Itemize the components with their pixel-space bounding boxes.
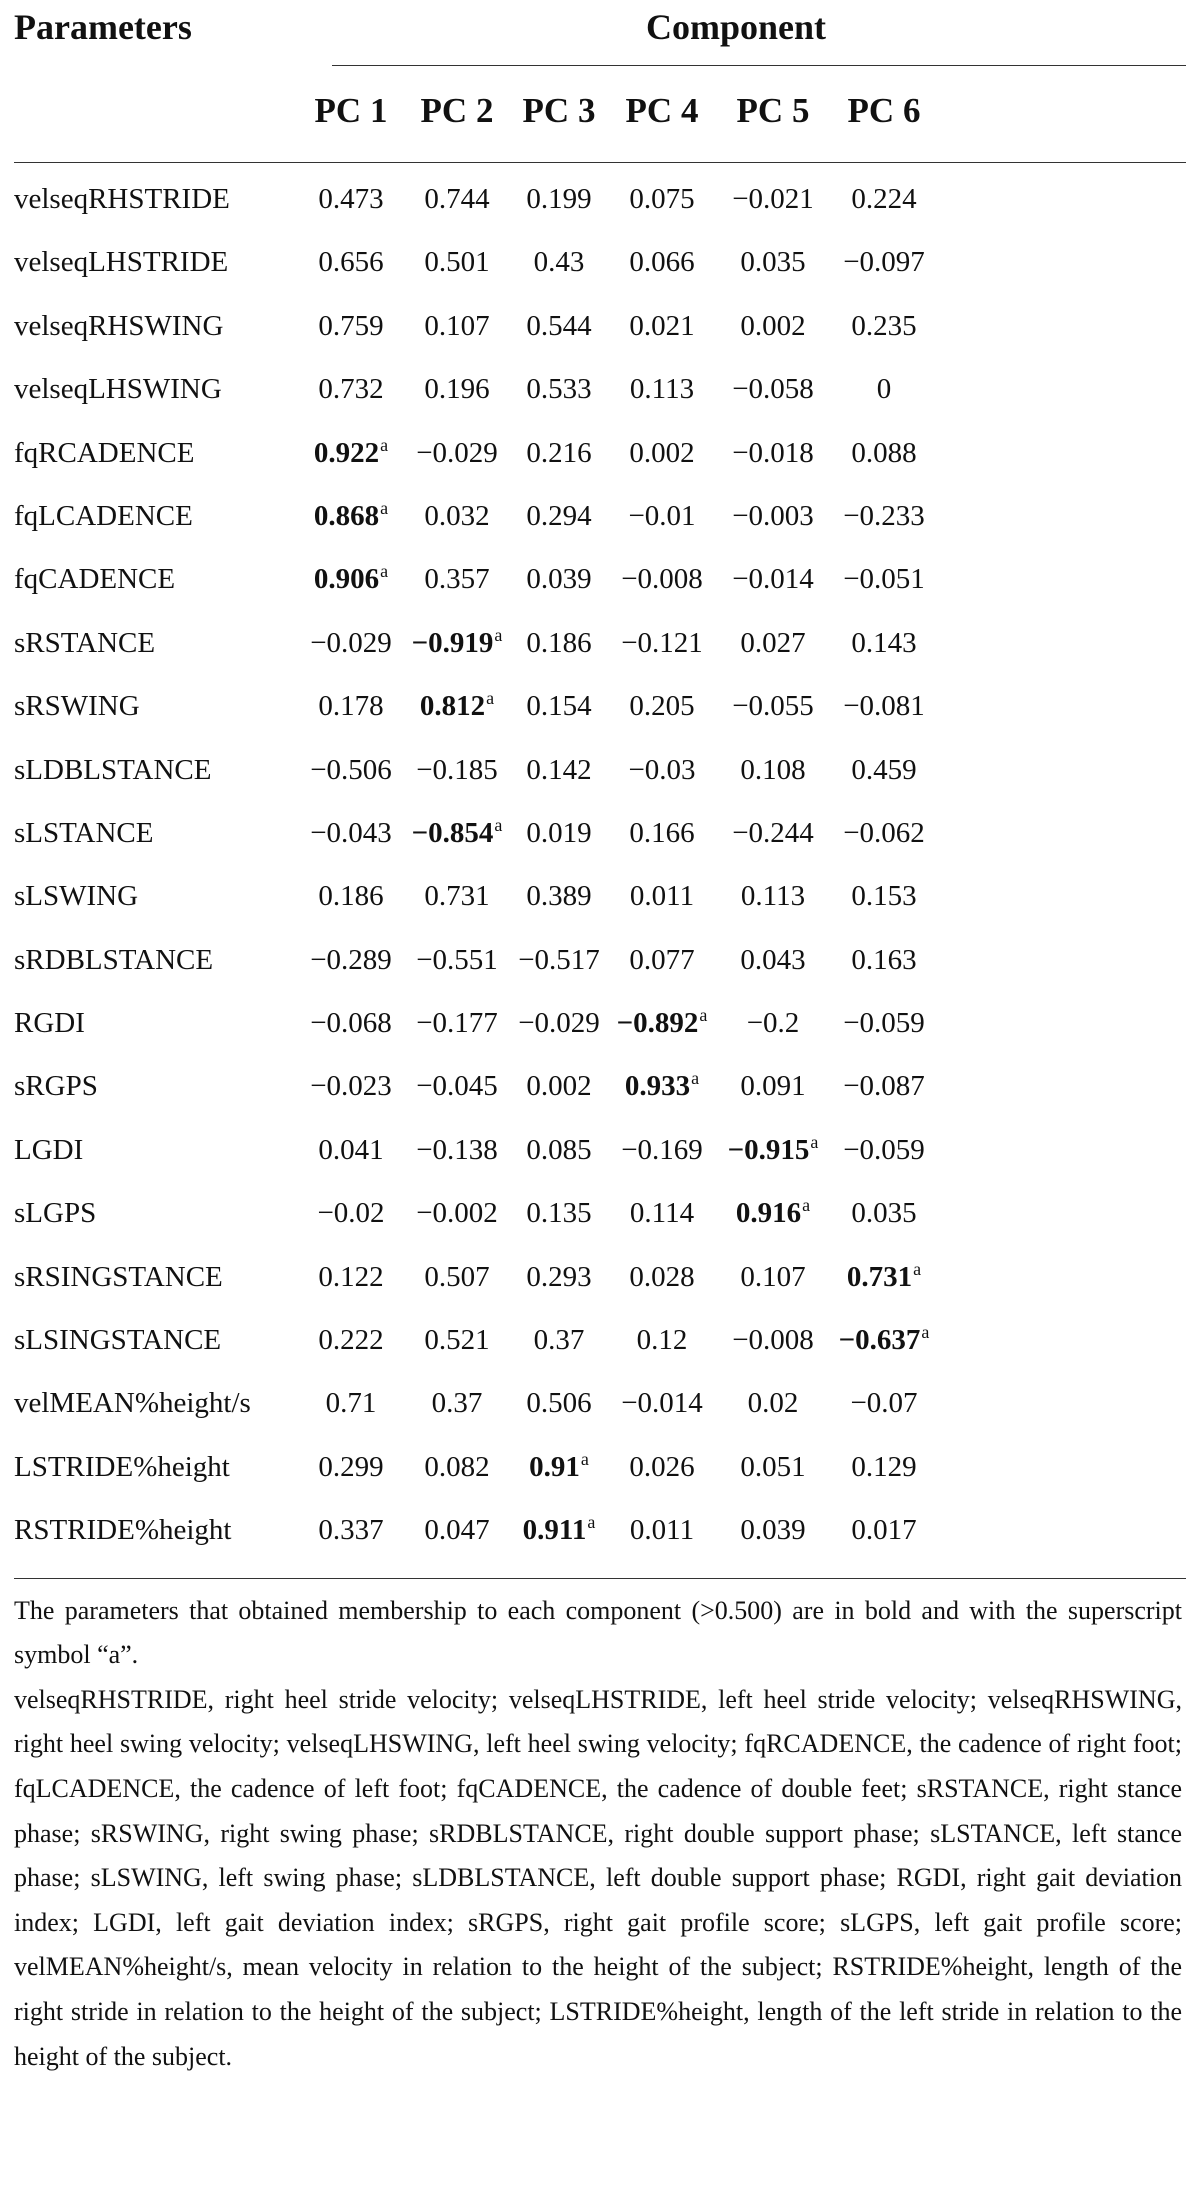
loading-value: −0.008 — [732, 1324, 814, 1357]
loading-value: 0.113 — [629, 373, 695, 406]
loading-value: 0.051 — [740, 1450, 806, 1483]
parameter-name: velseqLHSTRIDE — [14, 246, 229, 279]
loading-value: 0.533 — [526, 373, 592, 406]
table-row — [14, 676, 1186, 739]
parameter-name: RGDI — [14, 1007, 85, 1040]
parameter-name: LGDI — [14, 1133, 84, 1166]
loading-value: 0.759 — [318, 309, 384, 342]
table-row — [14, 423, 1186, 486]
loading-value: −0.2 — [746, 1007, 800, 1040]
loading-value: −0.051 — [843, 563, 925, 596]
loading-cell — [809, 1324, 959, 1357]
loading-value: 0.107 — [740, 1260, 806, 1293]
loading-value: 0.027 — [740, 626, 806, 659]
parameter-name: sLDBLSTANCE — [14, 753, 212, 786]
loading-value: 0.357 — [424, 563, 490, 596]
loading-value: −0.506 — [310, 753, 392, 786]
parameter-name: sLSTANCE — [14, 816, 154, 849]
pc-column-header: PC 4 — [625, 91, 699, 130]
loading-value: 0.041 — [318, 1133, 384, 1166]
pc-column-header: PC 2 — [420, 91, 494, 130]
loading-cell — [809, 944, 959, 977]
loading-value: 0.473 — [318, 183, 384, 215]
loading-value: 0.224 — [851, 183, 917, 215]
table-row — [14, 1373, 1186, 1436]
loading-value: 0.731 — [424, 880, 490, 913]
membership-superscript: a — [913, 1258, 922, 1279]
loading-value: 0.521 — [424, 1324, 490, 1357]
loading-value: 0.37 — [533, 1324, 585, 1357]
loading-value: 0.205 — [629, 690, 695, 723]
loading-value: −0.551 — [416, 943, 498, 976]
loading-value: −0.018 — [732, 436, 814, 469]
table-row — [14, 1120, 1186, 1183]
loading-value: −0.169 — [621, 1133, 703, 1166]
parameter-name: sRSWING — [14, 690, 140, 723]
loading-cell — [809, 310, 959, 343]
loading-cell — [809, 754, 959, 787]
loading-value: 0.129 — [851, 1450, 917, 1483]
loading-value: 0.035 — [851, 1197, 917, 1230]
loading-value: −0.062 — [843, 816, 925, 849]
pc-header-row — [14, 66, 1186, 162]
pca-loadings-table — [14, 0, 1186, 2079]
loading-value: 0.222 — [318, 1324, 384, 1357]
component-header: Component — [646, 7, 827, 47]
table-row — [14, 169, 1186, 232]
loading-cell — [809, 880, 959, 913]
loading-value: 0.107 — [424, 309, 490, 342]
table-row — [14, 1247, 1186, 1310]
table-row — [14, 1056, 1186, 1119]
loading-cell — [809, 1514, 959, 1547]
loading-value: 0.039 — [740, 1514, 806, 1547]
loading-value: −0.138 — [416, 1133, 498, 1166]
loading-value: −0.055 — [732, 690, 814, 723]
pc-column-header: PC 5 — [736, 91, 810, 130]
loading-value: 0.166 — [629, 816, 695, 849]
loading-cell — [809, 1131, 959, 1167]
parameter-name: RSTRIDE%height — [14, 1514, 232, 1547]
loading-cell — [809, 246, 959, 279]
pc-column-header: PC 3 — [522, 91, 596, 130]
membership-superscript: a — [802, 1195, 811, 1216]
loading-cell — [809, 1070, 959, 1103]
table-row — [14, 296, 1186, 359]
parameter-name: sLSINGSTANCE — [14, 1324, 222, 1357]
loading-value: 0.02 — [747, 1387, 799, 1420]
table-row — [14, 232, 1186, 295]
table-row — [14, 1437, 1186, 1500]
loading-value: 0.142 — [526, 753, 592, 786]
loading-value: 0.506 — [526, 1387, 592, 1420]
loading-value: 0.744 — [424, 183, 490, 215]
loading-value: 0.656 — [318, 246, 384, 279]
loading-value: 0.019 — [526, 816, 592, 849]
loading-value: 0.731 — [846, 1260, 913, 1293]
loading-value: 0.732 — [318, 373, 384, 406]
loading-value: −0.029 — [310, 626, 392, 659]
loading-value: −0.177 — [416, 1007, 498, 1040]
parameters-header: Parameters — [14, 7, 192, 47]
table-row — [14, 866, 1186, 929]
loading-value: 0.091 — [740, 1070, 806, 1103]
footnote-membership: The parameters that obtained membership to each component (>0.500) are in bold and with the superscript symbol “a”. — [14, 1595, 1182, 1670]
loading-value: 0.002 — [526, 1070, 592, 1103]
loading-value: 0.389 — [526, 880, 592, 913]
loading-value: 0.088 — [851, 436, 917, 469]
loading-value: −0.087 — [843, 1070, 925, 1103]
loading-value: −0.03 — [628, 753, 696, 786]
loading-value: 0.507 — [424, 1260, 490, 1293]
loading-cell — [809, 437, 959, 470]
loading-cell — [809, 183, 959, 216]
loading-value: 0.163 — [851, 943, 917, 976]
table-row — [14, 549, 1186, 612]
membership-superscript: a — [494, 814, 503, 835]
loading-value: 0.337 — [318, 1514, 384, 1547]
loading-value: 0.047 — [424, 1514, 490, 1547]
loading-value: −0.121 — [621, 626, 703, 659]
parameter-name: fqLCADENCE — [14, 499, 193, 532]
loading-value: −0.097 — [843, 246, 925, 279]
table-row — [14, 613, 1186, 676]
loading-value: −0.068 — [310, 1007, 392, 1040]
membership-superscript: a — [380, 561, 389, 582]
loading-cell — [809, 500, 959, 533]
loading-value: 0.501 — [424, 246, 490, 279]
parameter-name: fqCADENCE — [14, 563, 176, 596]
table-row — [14, 486, 1186, 549]
loading-value: −0.02 — [317, 1197, 385, 1230]
loading-value: 0.002 — [629, 436, 695, 469]
loading-value: 0.299 — [318, 1450, 384, 1483]
loading-value: −0.002 — [416, 1197, 498, 1230]
parameter-name: sRGPS — [14, 1070, 98, 1103]
membership-superscript: a — [810, 1131, 819, 1152]
loading-value: 0.916 — [735, 1197, 802, 1230]
loading-value: −0.023 — [310, 1070, 392, 1103]
table-row — [14, 1310, 1186, 1373]
loading-value: −0.029 — [416, 436, 498, 469]
membership-superscript: a — [486, 688, 495, 709]
loading-value: −0.07 — [850, 1387, 918, 1420]
loading-value: 0.235 — [851, 309, 917, 342]
loading-value: 0.135 — [526, 1197, 592, 1230]
membership-superscript: a — [494, 624, 503, 645]
loading-cell — [809, 1451, 959, 1484]
loading-value: 0.113 — [740, 880, 806, 913]
loading-value: 0.017 — [851, 1514, 917, 1547]
parameter-name: sRSINGSTANCE — [14, 1260, 223, 1293]
loading-value: −0.517 — [518, 943, 600, 976]
loading-value: 0.002 — [740, 309, 806, 342]
loading-value: −0.637 — [838, 1324, 921, 1357]
pc-column-header: PC 1 — [314, 91, 388, 130]
table-body — [14, 163, 1186, 1578]
loading-value: 0.039 — [526, 563, 592, 596]
loading-value: −0.043 — [310, 816, 392, 849]
loading-value: 0.143 — [851, 626, 917, 659]
loading-value: −0.01 — [628, 499, 696, 532]
loading-value: 0.293 — [526, 1260, 592, 1293]
loading-value: 0.71 — [325, 1387, 377, 1420]
loading-value: 0.178 — [318, 690, 384, 723]
loading-cell — [809, 817, 959, 850]
loading-value: 0.186 — [526, 626, 592, 659]
table-row — [14, 803, 1186, 866]
loading-value: 0.812 — [419, 690, 486, 723]
table-row — [14, 993, 1186, 1056]
loading-cell — [809, 373, 959, 406]
loading-cell — [809, 690, 959, 723]
loading-value: −0.021 — [732, 183, 814, 215]
loading-value: 0.021 — [629, 309, 695, 342]
loading-value: 0.922 — [313, 436, 380, 469]
membership-superscript: a — [580, 1448, 589, 1469]
loading-value: 0.186 — [318, 880, 384, 913]
loading-value: −0.045 — [416, 1070, 498, 1103]
loading-value: 0.91 — [529, 1450, 580, 1483]
loading-value: 0.011 — [629, 880, 695, 913]
loading-value: −0.081 — [843, 690, 925, 723]
loading-value: 0.075 — [629, 183, 695, 215]
membership-superscript: a — [587, 1512, 596, 1533]
loading-value: 0.933 — [624, 1070, 691, 1103]
loading-value: −0.058 — [732, 373, 814, 406]
loading-value: −0.919 — [411, 626, 494, 659]
loading-value: 0.082 — [424, 1450, 490, 1483]
loading-value: 0.032 — [424, 499, 490, 532]
parameter-name: sRSTANCE — [14, 626, 156, 659]
pc-column-header: PC 6 — [847, 91, 921, 130]
loading-value: 0.043 — [740, 943, 806, 976]
loading-value: 0.122 — [318, 1260, 384, 1293]
parameter-name: velMEAN%height/s — [14, 1387, 251, 1420]
table-footnotes — [14, 1579, 1182, 2080]
loading-value: −0.185 — [416, 753, 498, 786]
loading-value: 0.026 — [629, 1450, 695, 1483]
loading-value: −0.003 — [732, 499, 814, 532]
loading-value: 0.459 — [851, 753, 917, 786]
loading-value: 0 — [876, 373, 892, 406]
loading-cell — [809, 563, 959, 596]
loading-value: 0.37 — [431, 1387, 483, 1420]
loading-value: −0.244 — [732, 816, 814, 849]
parameter-name: LSTRIDE%height — [14, 1450, 230, 1483]
loading-value: 0.011 — [629, 1514, 695, 1547]
membership-superscript: a — [691, 1068, 700, 1089]
parameter-name: sRDBLSTANCE — [14, 943, 214, 976]
table-row — [14, 1183, 1186, 1246]
loading-value: −0.233 — [843, 499, 925, 532]
loading-cell — [809, 1387, 959, 1420]
loading-value: 0.085 — [526, 1133, 592, 1166]
loading-value: 0.077 — [629, 943, 695, 976]
loading-value: 0.216 — [526, 436, 592, 469]
table-row — [14, 740, 1186, 803]
parameter-name: fqRCADENCE — [14, 436, 195, 469]
loading-value: 0.906 — [313, 563, 380, 596]
membership-superscript: a — [380, 497, 389, 518]
loading-value: 0.196 — [424, 373, 490, 406]
table-header-top — [14, 0, 1186, 65]
parameter-name: velseqLHSWING — [14, 373, 222, 406]
loading-value: −0.008 — [621, 563, 703, 596]
loading-value: 0.868 — [313, 499, 380, 532]
table-row — [14, 1500, 1186, 1563]
loading-value: 0.028 — [629, 1260, 695, 1293]
footnote-abbreviations: velseqRHSTRIDE, right heel stride velocity; velseqLHSTRIDE, left heel stride velocity; velseqRHSWING, right heel swing velocity; velseqLHSWING, left heel swing velocity; fqRCADENCE, the cadence of right foot; fqLCADENCE, the cadence of left foot; fqCADENCE, the cadence of double feet; sRSTANCE, right stance phase; sRSWING, right swing phase; sRDBLSTANCE, right double support phase; sLSTANCE, left stance phase; sLSWING, left swing phase; sLDBLSTANCE, left double support phase; RGDI, right gait deviation index; LGDI, left gait deviation index; sRGPS, right gait profile score; sLGPS, left gait profile score; velMEAN%height/s, mean velocity in relation to the height of the subject; RSTRIDE%height, length of the right stride in relation to the height of the subject; LSTRIDE%height, length of the left stride in relation to the height of the subject. — [14, 1684, 1182, 2071]
loading-value: 0.066 — [629, 246, 695, 279]
loading-value: 0.294 — [526, 499, 592, 532]
loading-value: −0.014 — [621, 1387, 703, 1420]
membership-superscript: a — [699, 1005, 708, 1026]
loading-value: 0.108 — [740, 753, 806, 786]
table-row — [14, 359, 1186, 422]
loading-cell — [809, 1197, 959, 1230]
loading-cell — [809, 1258, 959, 1294]
loading-cell — [809, 1007, 959, 1040]
parameter-name: sLSWING — [14, 880, 139, 913]
membership-superscript: a — [921, 1322, 930, 1343]
loading-value: 0.12 — [636, 1324, 688, 1357]
loading-value: 0.114 — [629, 1197, 695, 1230]
table-row — [14, 930, 1186, 993]
loading-value: 0.43 — [533, 246, 585, 279]
parameter-name: velseqRHSWING — [14, 309, 224, 342]
loading-value: −0.854 — [411, 816, 494, 849]
loading-value: −0.029 — [518, 1007, 600, 1040]
loading-value: 0.544 — [526, 309, 592, 342]
loading-value: 0.154 — [526, 690, 592, 723]
loading-value: −0.892 — [616, 1007, 699, 1040]
loading-value: −0.289 — [310, 943, 392, 976]
loading-value: −0.915 — [727, 1133, 810, 1166]
loading-cell — [809, 627, 959, 660]
loading-value: 0.153 — [851, 880, 917, 913]
loading-value: 0.035 — [740, 246, 806, 279]
loading-value: −0.014 — [732, 563, 814, 596]
loading-value: −0.059 — [843, 1133, 925, 1166]
parameter-name: velseqRHSTRIDE — [14, 183, 230, 215]
loading-value: 0.199 — [526, 183, 592, 215]
loading-value: −0.059 — [843, 1007, 925, 1040]
loading-value: 0.911 — [522, 1514, 587, 1547]
parameter-name: sLGPS — [14, 1197, 97, 1230]
membership-superscript: a — [380, 434, 389, 455]
